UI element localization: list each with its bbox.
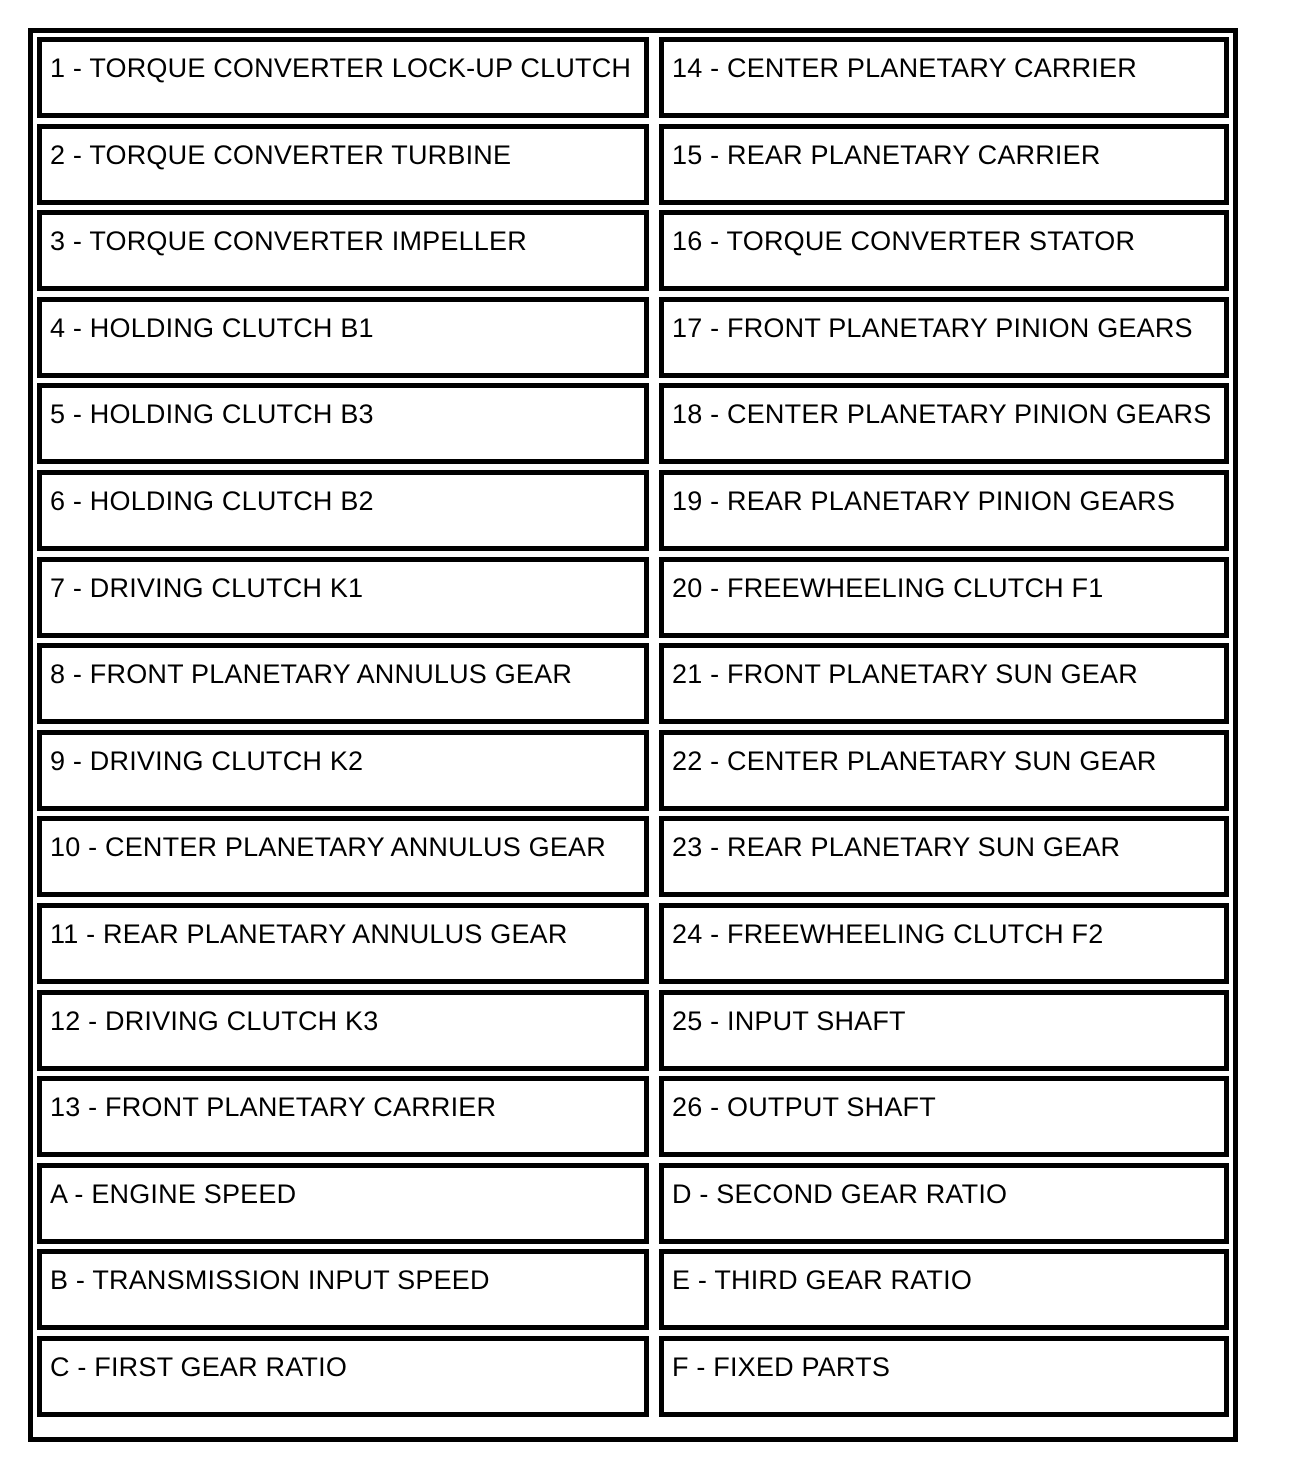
legend-cell (659, 1076, 1229, 1157)
legend-item-label: 24 - FREEWHEELING CLUTCH F2 (672, 918, 1104, 949)
legend-cell (659, 990, 1229, 1071)
legend-item-label: 8 - FRONT PLANETARY ANNULUS GEAR (50, 659, 573, 690)
legend-cell (659, 210, 1229, 291)
legend-cell (659, 297, 1229, 378)
legend-item-label: 4 - HOLDING CLUTCH B1 (50, 312, 374, 343)
legend-item-label: 20 - FREEWHEELING CLUTCH F1 (672, 572, 1104, 603)
legend-item-label: 6 - HOLDING CLUTCH B2 (50, 485, 374, 516)
legend-item-label: 11 - REAR PLANETARY ANNULUS GEAR (50, 918, 568, 949)
legend-cell (37, 210, 649, 291)
legend-item-label: 13 - FRONT PLANETARY CARRIER (50, 1092, 497, 1123)
legend-item-label: 3 - TORQUE CONVERTER IMPELLER (50, 226, 527, 257)
legend-cell (37, 730, 649, 811)
legend-item-label: 17 - FRONT PLANETARY PINION GEARS (672, 312, 1193, 343)
legend-cell (37, 557, 649, 638)
legend-item-label: E - THIRD GEAR RATIO (672, 1265, 973, 1296)
legend-cell (659, 1336, 1229, 1417)
legend-cell (37, 643, 649, 724)
legend-item-label: B - TRANSMISSION INPUT SPEED (50, 1265, 490, 1296)
legend-item-label: 25 - INPUT SHAFT (672, 1005, 906, 1036)
legend-item-label: 14 - CENTER PLANETARY CARRIER (672, 53, 1137, 83)
legend-item-label: 1 - TORQUE CONVERTER LOCK-UP CLUTCH (50, 53, 632, 83)
legend-item-label: 15 - REAR PLANETARY CARRIER (672, 139, 1101, 170)
legend-cell (659, 557, 1229, 638)
legend-item-label: 23 - REAR PLANETARY SUN GEAR (672, 832, 1121, 863)
legend-item-label: 2 - TORQUE CONVERTER TURBINE (50, 139, 512, 170)
legend-cell (659, 643, 1229, 724)
legend-cell (659, 1249, 1229, 1330)
legend-cell (659, 903, 1229, 984)
legend-item-label: 26 - OUTPUT SHAFT (672, 1092, 936, 1123)
legend-cell (659, 383, 1229, 464)
legend-item-label: F - FIXED PARTS (672, 1351, 891, 1382)
legend-cell (37, 383, 649, 464)
legend-cell (659, 37, 1229, 118)
legend-cell (37, 903, 649, 984)
legend-item-label: 21 - FRONT PLANETARY SUN GEAR (672, 659, 1138, 690)
legend-item-label: 10 - CENTER PLANETARY ANNULUS GEAR (50, 832, 606, 863)
legend-cell (37, 1249, 649, 1330)
legend-cell (37, 37, 649, 118)
legend-item-label: A - ENGINE SPEED (50, 1178, 297, 1209)
legend-cell (659, 470, 1229, 551)
legend-cell (659, 1163, 1229, 1244)
legend-item-label: 19 - REAR PLANETARY PINION GEARS (672, 485, 1176, 516)
legend-cell (37, 470, 649, 551)
legend-cell (37, 297, 649, 378)
legend-cell (37, 1076, 649, 1157)
legend-cell (37, 124, 649, 205)
legend-cell (659, 816, 1229, 897)
legend-cell (659, 730, 1229, 811)
legend-item-label: 9 - DRIVING CLUTCH K2 (50, 745, 364, 776)
legend-cell (37, 990, 649, 1071)
legend-cell (37, 1163, 649, 1244)
legend-cell (659, 124, 1229, 205)
legend-cell (37, 1336, 649, 1417)
legend-item-label: 16 - TORQUE CONVERTER STATOR (672, 226, 1136, 257)
legend-item-label: 18 - CENTER PLANETARY PINION GEARS (672, 399, 1212, 430)
legend-item-label: C - FIRST GEAR RATIO (50, 1351, 348, 1382)
legend-item-label: 7 - DRIVING CLUTCH K1 (50, 572, 364, 603)
legend-cell (37, 816, 649, 897)
legend-item-label: D - SECOND GEAR RATIO (672, 1178, 1008, 1209)
legend-table (37, 37, 1229, 1417)
legend-item-label: 12 - DRIVING CLUTCH K3 (50, 1005, 379, 1036)
legend-item-label: 5 - HOLDING CLUTCH B3 (50, 399, 374, 430)
legend-item-label: 22 - CENTER PLANETARY SUN GEAR (672, 745, 1157, 776)
